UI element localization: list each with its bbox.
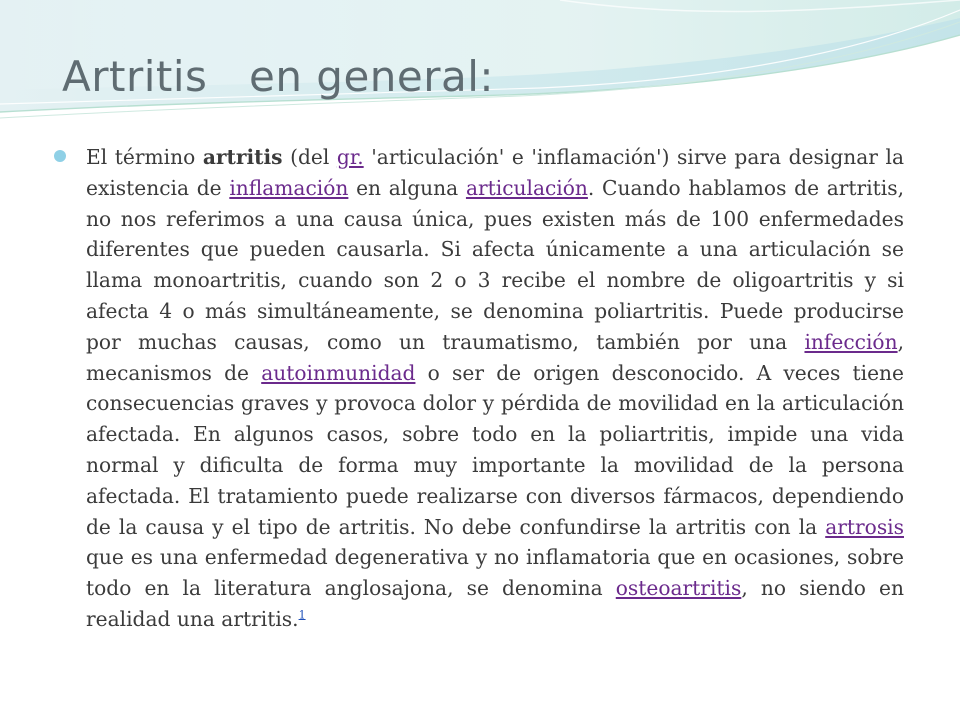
body-text-run: . Cuando hablamos de artritis, no nos referimos a una causa única, pues existen más de 100 enfermedades diferentes que pueden causarla. Si afecta únicamente a una articulación se llama monoartritis, cuando son 2 o 3 recibe el nombre de oligoartritis y si afecta 4 o más simultáneamente, se denomina poliartritis. Puede producirse por muchas causas, como un traumatismo, también por una [86, 175, 904, 354]
body-text-run: que es una enfermedad degenerativa y no inflamatoria que en ocasiones, sobre todo en la literatura anglosajona, se denomina [86, 545, 904, 601]
body-text-run: o ser de origen desconocido. A veces tiene consecuencias graves y provoca dolor y pérdida de movilidad en la articulación afectada. En algunos casos, sobre todo en la poliartritis, impide una vida normal y dificulta de forma muy importante la movilidad de la persona afectada. El tratamiento puede realizarse con diversos fármacos, dependiendo de la causa y el tipo de artritis. No debe confundirse la artritis con la [86, 360, 904, 539]
body-text-run: en alguna [348, 175, 466, 200]
body-text-run: (del [282, 145, 337, 169]
link-infeccion[interactable]: infección [804, 329, 898, 354]
link-gr[interactable]: gr. [336, 145, 364, 169]
link-autoinmunidad[interactable]: autoinmunidad [261, 360, 416, 385]
body-text-run: , mecanismos de [86, 329, 904, 385]
link-artrosis[interactable]: artrosis [825, 514, 904, 539]
link-inflamacion[interactable]: inflamación [229, 175, 349, 200]
body-text-run: 'articulación' e 'inflamación') sirve para designar la existencia de [86, 145, 904, 200]
slide-title: Artritis en general: [62, 52, 495, 101]
term-artritis: artritis [202, 145, 283, 169]
body-text-run: El término [86, 145, 203, 169]
body-paragraph [86, 142, 904, 635]
link-articulacion[interactable]: articulación [465, 175, 588, 200]
footnote-link[interactable]: 1 [298, 608, 306, 622]
link-osteoartritis[interactable]: osteoartritis [615, 576, 742, 601]
bullet-icon [54, 150, 66, 162]
body-text-run: , no siendo en realidad una artritis. [86, 576, 904, 631]
